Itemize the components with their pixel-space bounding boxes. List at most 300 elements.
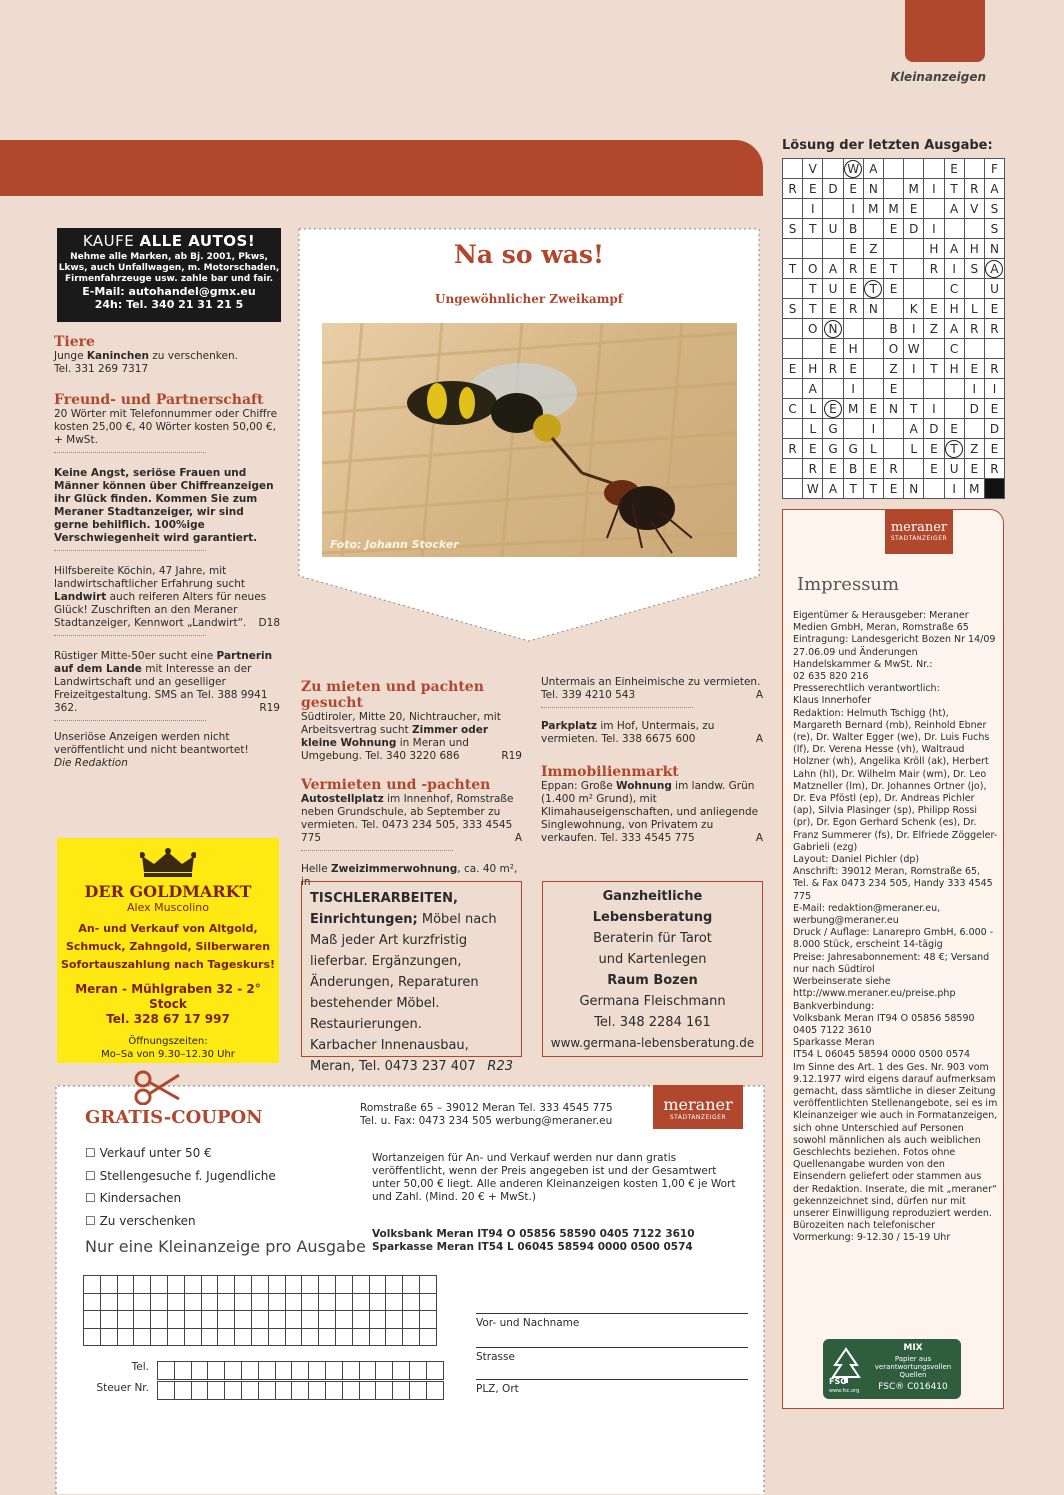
crossword-cell: I [984,379,1004,399]
crossword-cell: B [843,459,863,479]
crossword-cell: L [803,419,823,439]
crossword-cell: Z [924,319,944,339]
crossword-cell: S [984,219,1004,239]
grid-cell[interactable] [174,1382,191,1400]
crossword-cell: I [944,259,964,279]
grid-cell[interactable] [218,1276,235,1294]
fsc-text: Papier aus verantwortungsvollen Quellen [874,1355,952,1379]
coupon-option-3[interactable]: ☐ Kindersachen [85,1191,182,1205]
grid-cell[interactable] [235,1311,252,1329]
car-ad-text: Nehme alle Marken, ab Bj. 2001, Pkws, Lkws, auch Unfallwagen, m. Motorschaden, Firmenfahrzeuge usw. zahle bar und fair. [58,252,280,284]
fsc-badge [823,1339,961,1399]
tiere-ad: Junge Kaninchen zu verschenken. Tel. 331 269 7317 [54,350,238,375]
crossword-cell: G [823,419,843,439]
crossword-cell: M [843,399,863,419]
crossword-cell [803,239,823,259]
crossword-cell: U [823,279,843,299]
divider [54,545,206,551]
impressum-line: Presserechtlich verantwortlich: [793,683,940,695]
grid-cell[interactable] [419,1276,436,1294]
grid-cell[interactable] [268,1311,285,1329]
freund-note: Keine Angst, seriöse Frauen und Männer können über Chiffreanzeigen ihr Glück finden. Kommen Sie zum Meraner Stadtanzeiger, wir sind gerne behilflich. 100%ige Verschwiegenheit wird garantiert. [54,467,274,544]
crossword-cell: H [843,339,863,359]
grid-cell[interactable] [117,1311,134,1329]
crossword-cell: D [964,399,984,419]
grid-cell[interactable] [419,1311,436,1329]
impressum-line: Eigentümer & Herausgeber: Meraner Medien GmbH, Meran, Romstraße 65 [793,610,969,634]
grid-cell[interactable] [218,1293,235,1311]
coupon-option-1[interactable]: ☐ Verkauf unter 50 € [85,1146,212,1160]
grid-cell[interactable] [241,1362,258,1380]
impressum-line: Layout: Daniel Pichler (dp) [793,854,920,866]
grid-cell[interactable] [325,1382,342,1400]
grid-cell[interactable] [386,1293,403,1311]
crossword-cell: L [863,439,883,459]
grid-cell[interactable] [325,1362,342,1380]
grid-cell[interactable] [359,1382,376,1400]
grid-cell[interactable] [84,1328,101,1346]
crossword-cell [964,419,984,439]
crossword-cell: E [863,399,883,419]
grid-cell[interactable] [218,1311,235,1329]
grid-cell[interactable] [285,1311,302,1329]
crossword-cell [783,319,803,339]
crossword-cell [863,359,883,379]
grid-cell[interactable] [117,1276,134,1294]
grid-cell[interactable] [335,1328,352,1346]
crossword-cell: V [803,159,823,179]
grid-cell[interactable] [302,1328,319,1346]
crossword-cell: A [823,259,843,279]
grid-cell[interactable] [151,1276,168,1294]
grid-cell[interactable] [285,1276,302,1294]
crossword-cell: A [944,319,964,339]
coupon-info: Wortanzeigen für An- und Verkauf werden nur dann gratis veröffentlicht, wenn der Preis angegeben ist und der Gesamtwert unter 50,00 € liegt. Alle anderen Kleinanzeigen kosten 1,00 € je Wort und Zahl. (Mind. 20 € + MwSt.) [372,1152,736,1203]
crossword-cell: R [984,359,1004,379]
grid-cell[interactable] [208,1362,225,1380]
crossword-cell: E [984,299,1004,319]
grid-cell[interactable] [191,1362,208,1380]
grid-cell[interactable] [84,1293,101,1311]
crossword-cell: E [843,359,863,379]
crossword-cell: I [964,379,984,399]
grid-cell[interactable] [335,1293,352,1311]
gratis-coupon [55,1085,765,1495]
grid-cell[interactable] [235,1276,252,1294]
lebensberatung-ad: Ganzheitliche Lebensberatung Beraterin für Tarot und Kartenlegen Raum Bozen Germana Fleischmann Tel. 348 2284 161 www.germana-lebensberatung.de [542,881,763,1057]
crossword-cell: N [883,399,903,419]
crossword-cell: N [863,299,883,319]
grid-cell[interactable] [359,1362,376,1380]
grid-cell[interactable] [225,1362,242,1380]
impressum-line: Anschrift: 39012 Meran, Romstraße 65, Tel. & Fax 0473 234 505, Handy 333 4545 775 [793,866,993,902]
grid-cell[interactable] [386,1311,403,1329]
photo-illustration [322,323,737,557]
grid-cell[interactable] [376,1382,393,1400]
grid-cell[interactable] [218,1328,235,1346]
impressum-line: IT54 L 06045 58594 0000 0500 0574 [793,1049,971,1061]
crossword-cell: T [944,179,964,199]
crossword-cell [924,199,944,219]
crossword-cell: T [944,439,964,459]
grid-cell[interactable] [268,1293,285,1311]
grid-cell[interactable] [285,1328,302,1346]
grid-cell[interactable] [117,1328,134,1346]
crossword-cell [803,339,823,359]
untermais-ad: Untermais an Einheimische zu vermieten. Tel. 339 4210 543 A [541,676,763,701]
grid-cell[interactable] [191,1382,208,1400]
grid-cell[interactable] [309,1382,326,1400]
grid-cell[interactable] [174,1362,191,1380]
crossword-cell [883,439,903,459]
grid-cell[interactable] [100,1293,117,1311]
mieten-ad: Südtiroler, Mitte 20, Nichtraucher, mit Arbeitsvertrag sucht Zimmer oder kleine Wohnung in Meran und Umgebung. Tel. 340 3220 686 R19 [301,711,522,762]
impressum-line: 02 635 820 216 [793,671,869,683]
crossword-cell: E [783,359,803,379]
grid-cell[interactable] [158,1362,175,1380]
crossword-cell: M [964,479,984,499]
crossword-cell: E [904,199,924,219]
city-field[interactable]: PLZ, Ort [476,1379,748,1396]
grid-cell[interactable] [352,1311,369,1329]
grid-cell[interactable] [369,1293,386,1311]
crossword-cell [883,159,903,179]
crossword-cell: E [823,399,843,419]
left-column [54,334,280,770]
crossword-cell [783,339,803,359]
grid-cell[interactable] [251,1276,268,1294]
grid-cell[interactable] [285,1293,302,1311]
grid-cell[interactable] [426,1362,443,1380]
crossword-cell: D [823,179,843,199]
grid-cell[interactable] [258,1382,275,1400]
crossword-cell [904,459,924,479]
impressum-line: Preise: Jahresabonnement: 48 €; Versand nur nach Südtirol [793,951,990,975]
grid-cell[interactable] [403,1293,420,1311]
word-grid[interactable] [83,1275,437,1346]
name-field[interactable]: Vor- und Nachname [476,1313,748,1330]
crossword-cell: K [904,299,924,319]
crossword-cell: R [823,359,843,379]
grid-cell[interactable] [292,1382,309,1400]
crossword-cell: R [783,179,803,199]
crossword-cell: S [964,259,984,279]
car-ad-email: E-Mail: autohandel@gmx.eu [82,285,256,298]
crossword-cell: E [883,379,903,399]
grid-cell[interactable] [268,1328,285,1346]
grid-cell[interactable] [167,1311,184,1329]
crossword-cell: I [803,199,823,219]
crossword-cell [823,199,843,219]
freund-ad-1: Hilfsbereite Köchin, 47 Jahre, mit landwirtschaftlicher Erfahrung sucht Landwirt auch reiferen Alters für neues Glück! Zuschriften an den Meraner Stadtanzeiger, Kennwort „Landwirt“. D18 [54,565,280,629]
grid-cell[interactable] [235,1328,252,1346]
grid-cell[interactable] [403,1276,420,1294]
grid-cell[interactable] [319,1276,336,1294]
grid-cell[interactable] [319,1328,336,1346]
goldmarkt-hours: Öffnungszeiten: Mo–Sa von 9.30–12.30 Uhr [101,1036,235,1060]
crossword-table [782,158,1005,499]
crossword-cell: Z [883,359,903,379]
impressum-heading: Impressum [797,574,900,595]
grid-cell[interactable] [151,1293,168,1311]
grid-cell[interactable] [342,1382,359,1400]
car-ad-bold: ALLE AUTOS! [139,232,256,250]
crossword-cell: T [883,259,903,279]
coupon-options [85,1142,276,1232]
crossword-cell: I [843,199,863,219]
grid-cell[interactable] [376,1362,393,1380]
crossword-cell: G [823,439,843,459]
coupon-title: GRATIS-COUPON [85,1107,263,1128]
grid-cell[interactable] [134,1311,151,1329]
crossword-cell: T [783,259,803,279]
crossword-cell: G [843,439,863,459]
grid-cell[interactable] [258,1362,275,1380]
grid-cell[interactable] [158,1382,175,1400]
card-title: Na so was! [454,240,604,269]
grid-cell[interactable] [386,1328,403,1346]
crossword-cell: E [803,179,823,199]
grid-cell[interactable] [117,1293,134,1311]
crossword-cell: R [964,179,984,199]
crossword-cell: E [823,339,843,359]
grid-cell[interactable] [426,1382,443,1400]
crossword-cell: E [843,179,863,199]
crossword-cell [883,239,903,259]
crossword-cell: R [984,319,1004,339]
immo-ad: Eppan: Große Wohnung im landw. Grün (1.400 m² Grund), mit Klimahauseigenschaften, und anliegende Singlewohnung, von Privatem zu verkaufen. Tel. 333 4545 775 A [541,780,763,844]
goldmarkt-owner: Alex Muscolino [127,901,209,914]
crossword-cell: L [964,299,984,319]
grid-cell[interactable] [342,1362,359,1380]
crossword-cell [823,159,843,179]
grid-cell[interactable] [393,1382,410,1400]
grid-cell[interactable] [409,1382,426,1400]
impressum-line: Sparkasse Meran [793,1037,875,1049]
grid-cell[interactable] [201,1311,218,1329]
crossword-cell: E [924,299,944,319]
grid-cell[interactable] [369,1311,386,1329]
coupon-address: Romstraße 65 – 39012 Meran Tel. 333 4545 775 Tel. u. Fax: 0473 234 505 werbung@meraner.eu [360,1102,613,1127]
grid-cell[interactable] [369,1276,386,1294]
grid-cell[interactable] [100,1311,117,1329]
crossword-cell: E [984,439,1004,459]
crossword-cell: D [904,219,924,239]
crossword-cell: E [883,219,903,239]
grid-cell[interactable] [134,1293,151,1311]
grid-cell[interactable] [184,1293,201,1311]
crossword-cell [984,479,1004,499]
crossword-cell [924,159,944,179]
crossword-cell: I [924,399,944,419]
crossword-cell [823,239,843,259]
crossword-cell: I [924,219,944,239]
crossword-cell [904,259,924,279]
grid-cell[interactable] [201,1328,218,1346]
wasp-ant-photo [322,323,737,557]
impressum-line: Werbeinserate siehe [793,976,891,988]
crossword-cell [783,419,803,439]
grid-cell[interactable] [184,1311,201,1329]
crossword-cell: F [984,159,1004,179]
grid-cell[interactable] [335,1276,352,1294]
divider [54,447,206,453]
grid-cell[interactable] [225,1382,242,1400]
crossword-cell: R [843,259,863,279]
grid-cell[interactable] [201,1276,218,1294]
street-field[interactable]: Strasse [476,1347,748,1364]
crossword-cell: I [904,319,924,339]
grid-cell[interactable] [352,1328,369,1346]
grid-cell[interactable] [319,1311,336,1329]
grid-cell[interactable] [84,1311,101,1329]
crossword-cell: C [944,279,964,299]
grid-cell[interactable] [151,1311,168,1329]
crossword-cell: R [924,259,944,279]
crossword-cell: E [863,259,883,279]
grid-cell[interactable] [184,1276,201,1294]
grid-cell[interactable] [184,1328,201,1346]
crossword-cell [924,479,944,499]
crossword-cell: U [984,279,1004,299]
crossword-cell: S [984,199,1004,219]
coupon-note: Nur eine Kleinanzeige pro Ausgabe [85,1237,366,1256]
fsc-logo-text: FSC [829,1377,847,1386]
tax-grid[interactable] [157,1381,444,1400]
crossword-cell: M [863,199,883,219]
crossword-cell: O [803,319,823,339]
grid-cell[interactable] [393,1362,410,1380]
grid-cell[interactable] [167,1276,184,1294]
crossword-cell [783,459,803,479]
divider [54,630,206,636]
coupon-meraner-logo: meraner STADTANZEIGER [653,1085,743,1129]
freund-price: 20 Wörter mit Telefonnummer oder Chiffre kosten 25,00 €, 40 Wörter kosten 50,00 €, + MwSt. [54,408,278,446]
crossword-cell: H [803,359,823,379]
grid-cell[interactable] [302,1311,319,1329]
vermieten-ad-1: Autostellplatz im Innenhof, Romstraße neben Grundschule, ab September zu vermieten. Tel. 0473 234 505, 333 4545 775 A [301,793,522,844]
crossword-cell: L [904,439,924,459]
tischler-ad: TISCHLERARBEITEN, Einrichtungen; Möbel nach Maß jeder Art kurzfristig lieferbar. Ergänzungen, Änderungen, Reparaturen bestehender Möbel. Restaurierungen. Karbacher Innenausbau, Meran, Tel. 0473 237 407 R23 [301,881,522,1057]
grid-cell[interactable] [100,1328,117,1346]
grid-cell[interactable] [235,1293,252,1311]
crossword-cell [843,419,863,439]
grid-cell[interactable] [302,1293,319,1311]
grid-cell[interactable] [319,1293,336,1311]
crossword-cell: R [964,319,984,339]
tel-grid[interactable] [157,1361,444,1380]
crossword-cell: B [843,219,863,239]
crossword-cell: E [823,299,843,319]
grid-cell[interactable] [134,1328,151,1346]
crossword-cell: A [984,179,1004,199]
crossword-cell: A [904,419,924,439]
impressum-line: Redaktion: Helmuth Tschigg (ht), Margareth Bernard (mb), Reinhold Ebner (re), Dr. Walter Egger (we), Dr. Luis Fuchs (lf), Dr. Verena Hesse (vh), Waltraud Holzner (wh), Angelika Kröll (ak), Herbert Lahn (hl), Dr. Wilhelm Mair (wm), Dr. Leo Matzneller (lm), Dr. Johannes Ortner (jo), Dr. Eva Pföstl (ep), Dr. Andreas Pichler (ap), Silvia Plasinger (sp), Philipp Rossi (pr), Dr. Egon Gerhard Schenk (es), Dr. Franz Summerer (fs), Dr. Elfriede Zöggeler-Gabrieli (ezg) [793,707,998,853]
grid-cell[interactable] [167,1328,184,1346]
crossword-cell: W [803,479,823,499]
crossword-cell [843,319,863,339]
crossword-cell: V [964,199,984,219]
crossword-cell: H [944,299,964,319]
tel-label: Tel. [131,1361,149,1373]
impressum-line: Im Sinne des Art. 1 des Ges. Nr. 903 vom 9.12.1977 wird eigens darauf aufmerksam gemacht, dass sämtliche in dieser Zeitung veröffentlichten Stellenangebote, sei es im Kleinanzeiger wie auch in Formatanzeigen, sich ohne Unterschied auf Personen sowohl männlichen als auch weiblichen Geschlechts beziehen. Fotos ohne Quellenangabe wurden von den Einsendern geliefert oder stammen aus der Redaktion. Inserate, die mit „meraner“ gekennzeichnet sind, dürfen nur mit unserer Einwilligung reproduziert werden. [793,1061,998,1219]
grid-cell[interactable] [208,1382,225,1400]
impressum-box [782,509,1004,1409]
grid-cell[interactable] [275,1382,292,1400]
crossword-cell [924,279,944,299]
fsc-url: www.fsc.org [829,1388,860,1394]
crossword-cell: S [783,299,803,319]
grid-cell[interactable] [241,1382,258,1400]
crossword-cell [783,159,803,179]
coupon-option-2[interactable]: ☐ Stellengesuche f. Jugendliche [85,1168,276,1183]
grid-cell[interactable] [352,1293,369,1311]
grid-cell[interactable] [419,1293,436,1311]
crossword-cell: N [984,239,1004,259]
crossword-cell [904,239,924,259]
crossword-cell: C [944,339,964,359]
grid-cell[interactable] [167,1293,184,1311]
tiere-heading: Tiere [54,334,95,350]
crossword-cell: A [944,239,964,259]
crossword-cell: H [924,239,944,259]
grid-cell[interactable] [335,1311,352,1329]
crossword-cell: T [924,359,944,379]
grid-cell[interactable] [201,1293,218,1311]
grid-cell[interactable] [409,1362,426,1380]
grid-cell[interactable] [84,1276,101,1294]
crossword-cell: D [924,419,944,439]
grid-cell[interactable] [352,1276,369,1294]
crossword-cell: E [883,479,903,499]
grid-cell[interactable] [134,1276,151,1294]
impressum-line: Handelskammer & MwSt. Nr.: [793,658,933,670]
crossword-cell [944,399,964,419]
grid-cell[interactable] [403,1311,420,1329]
grid-cell[interactable] [419,1328,436,1346]
grid-cell[interactable] [302,1276,319,1294]
crossword-cell [964,219,984,239]
impressum-line: Klaus Innerhofer [793,695,872,707]
car-buyer-ad [57,228,281,322]
grid-cell[interactable] [251,1311,268,1329]
grid-cell[interactable] [275,1362,292,1380]
grid-cell[interactable] [292,1362,309,1380]
crossword-cell: E [883,279,903,299]
grid-cell[interactable] [251,1328,268,1346]
crossword-cell [964,279,984,299]
crossword-cell: I [924,179,944,199]
coupon-option-4[interactable]: ☐ Zu verschenken [85,1213,196,1228]
crossword-cell [924,379,944,399]
crossword-cell: L [803,399,823,419]
grid-cell[interactable] [268,1276,285,1294]
grid-cell[interactable] [369,1328,386,1346]
grid-cell[interactable] [151,1328,168,1346]
grid-cell[interactable] [251,1293,268,1311]
crossword-cell: H [964,239,984,259]
goldmarkt-ad [57,838,279,1063]
grid-cell[interactable] [403,1328,420,1346]
crossword-cell [783,199,803,219]
impressum-line: Bürozeiten nach telefonischer Vormerkung: 9-12.30 / 15-19 Uhr [793,1220,951,1244]
crossword-cell [883,419,903,439]
crossword-cell: R [803,459,823,479]
crossword-cell [904,159,924,179]
grid-cell[interactable] [386,1276,403,1294]
grid-cell[interactable] [309,1362,326,1380]
grid-cell[interactable] [100,1276,117,1294]
